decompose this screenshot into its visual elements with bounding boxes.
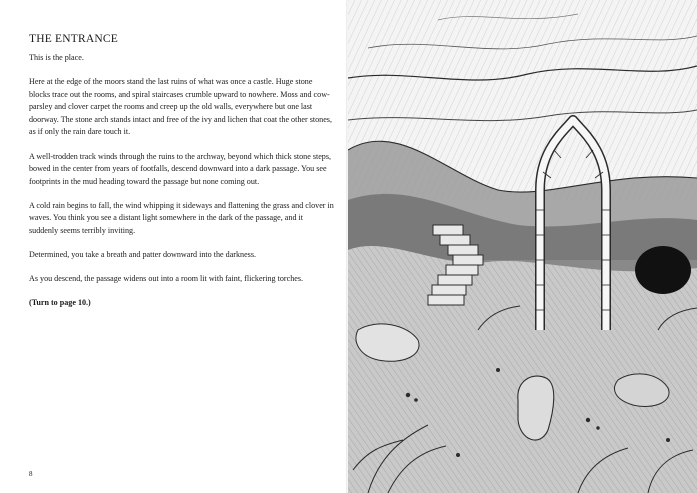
paragraph-determined: Determined, you take a breath and patter downward into the darkness. <box>29 250 256 260</box>
paragraph-ruins: Here at the edge of the moors stand the last ruins of what was once a castle. Huge stone blocks trace out the rooms, and spiral staircases crumble upward to nowhere. Moss and cow-parsley and clover carpet the rooms and creep up the old walls, everywhere but one last doorway. The stone arch stands intact and free of the ivy and lichen that coat the other stones, as if only the rain dare touch it. <box>29 77 332 137</box>
turn-to-page-instruction: (Turn to page 10.) <box>29 298 91 308</box>
paragraph-track: A well-trodden track winds through the ruins to the archway, beyond which thick stone steps, bowed in the center from years of footfalls, descend downward into a dark passage. You see footprints in the mud heading toward the passage but none coming out. <box>29 151 332 186</box>
ruins-illustration <box>348 0 697 493</box>
paragraph-descend: As you descend, the passage widens out into a room lit with faint, flickering torches. <box>29 274 304 284</box>
foreground-rock <box>518 376 554 440</box>
text-page <box>0 0 348 493</box>
page-number: 8 <box>29 470 33 478</box>
ruins-drawing <box>348 0 697 493</box>
paragraph-rain: A cold rain begins to fall, the wind whipping it sideways and flattening the grass and clover in waves. You think you see a distant light somewhere in the dark of the passage, and it suddenly seems terribly inviting. <box>29 200 334 236</box>
paragraph-intro: This is the place. <box>29 53 84 62</box>
chapter-title: THE ENTRANCE <box>29 33 118 45</box>
dark-passage <box>635 246 691 294</box>
